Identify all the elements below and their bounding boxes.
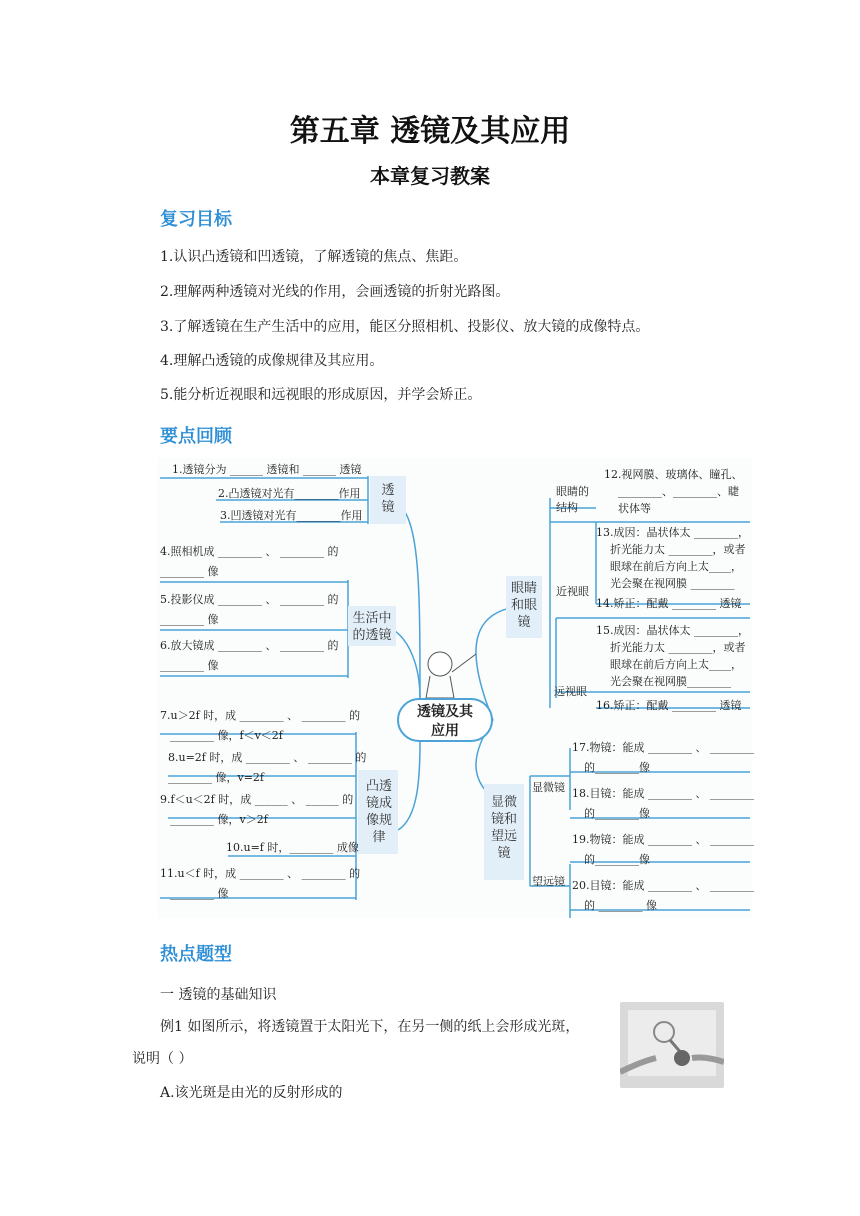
hub-imaging-rules: 凸透 镜成 像规 律 [365, 779, 392, 845]
eye-structure-item: 12.视网膜、玻璃体、瞳孔、 ________、________、睫 状体等 [604, 468, 743, 515]
telescope-label: 望远镜 [532, 875, 565, 888]
section-heading-review: 要点回顾 [160, 426, 232, 447]
life-item: 5.投影仪成 ________ 、 ________ 的 ________ 像 [160, 593, 339, 626]
section-heading-goals: 复习目标 [160, 209, 232, 230]
goal-item: 4.理解凸透镜的成像规律及其应用。 [160, 353, 384, 369]
example-question: 例1 如图所示，将透镜置于太阳光下，在另一侧的纸上会形成光斑， [160, 1019, 580, 1035]
rule-item: 10.u=f 时，________ 成像 [226, 841, 359, 854]
hub-lens: 透 镜 [381, 483, 395, 515]
example-question-cont: 说明（ ） [132, 1051, 193, 1067]
hyperopia-fix: 16.矫正：配戴 ________ 透镜 [596, 699, 742, 712]
teacher-figure [426, 652, 476, 698]
hyperopia-label: 远视眼 [554, 685, 587, 698]
hub-life: 生活中 的透镜 [352, 611, 392, 643]
rule-item: 7.u＞2f 时，成 ________ 、 ________ 的 ________ 像，f＜v＜2f [160, 709, 361, 742]
microscope-item: 18.目镜：能成 ________ 、 ________ 的________像 [572, 787, 754, 820]
option-a: A.该光斑是由光的反射形成的 [160, 1085, 343, 1101]
goal-item: 2.理解两种透镜对光线的作用，会画透镜的折射光路图。 [160, 284, 510, 300]
myopia-fix: 14.矫正：配戴 ________ 透镜 [596, 597, 742, 610]
myopia-cause: 13.成因：晶状体太 ________， 折光能力太 ________，或者 眼球在前后方向上太____， 光会聚在视网膜 ________ [596, 526, 749, 590]
hub-microscope-telescope: 显微 镜和 望远 镜 [490, 795, 517, 861]
goal-item: 3.了解透镜在生产生活中的应用，能区分照相机、投影仪、放大镜的成像特点。 [160, 319, 650, 335]
map-center-node: 透镜及其 应用 [397, 698, 493, 742]
lens-item: 2.凸透镜对光有________作用 [218, 487, 361, 500]
eye-structure-label: 眼睛的 结构 [556, 485, 589, 514]
page-title: 第五章 透镜及其应用 [289, 114, 571, 149]
goal-item: 1.认识凸透镜和凹透镜，了解透镜的焦点、焦距。 [160, 249, 468, 265]
hyperopia-cause: 15.成因：晶状体太 ________， 折光能力太 ________，或者 眼球在前后方向上太____， 光会聚在视网膜________ [596, 624, 749, 688]
mind-map [158, 458, 752, 918]
lens-item: 3.凹透镜对光有________作用 [220, 509, 363, 522]
telescope-item: 19.物镜：能成 ________ 、 ________ 的________像 [572, 833, 754, 866]
microscope-item: 17.物镜：能成 ________ 、 ________ 的________像 [572, 741, 754, 774]
topic-heading: 一 透镜的基础知识 [160, 987, 277, 1003]
life-item: 4.照相机成 ________ 、 ________ 的 ________ 像 [160, 545, 339, 578]
rule-item: 9.f＜u＜2f 时，成 ______ 、 ______ 的 ________ 像，v＞2f [160, 793, 354, 826]
hub-eye: 眼睛 和眼 镜 [510, 581, 537, 630]
life-item: 6.放大镜成 ________ 、 ________ 的 ________ 像 [160, 639, 339, 672]
microscope-label: 显微镜 [532, 781, 565, 794]
page-subtitle: 本章复习教案 [370, 164, 490, 188]
lens-item: 1.透镜分为 ______ 透镜和 ______ 透镜 [172, 463, 362, 476]
myopia-label: 近视眼 [556, 585, 589, 598]
rule-item: 8.u=2f 时，成 ________ 、 ________ 的 ________ 像，v=2f [168, 751, 367, 784]
telescope-item: 20.目镜：能成 ________ 、 ________ 的 ________ 像 [572, 879, 754, 912]
section-heading-hot: 热点题型 [160, 944, 232, 965]
goal-item: 5.能分析近视眼和远视眼的形成原因，并学会矫正。 [160, 387, 482, 403]
example-photo [620, 1002, 724, 1088]
rule-item: 11.u＜f 时，成 ________ 、 ________ 的 ________ 像 [160, 867, 361, 900]
